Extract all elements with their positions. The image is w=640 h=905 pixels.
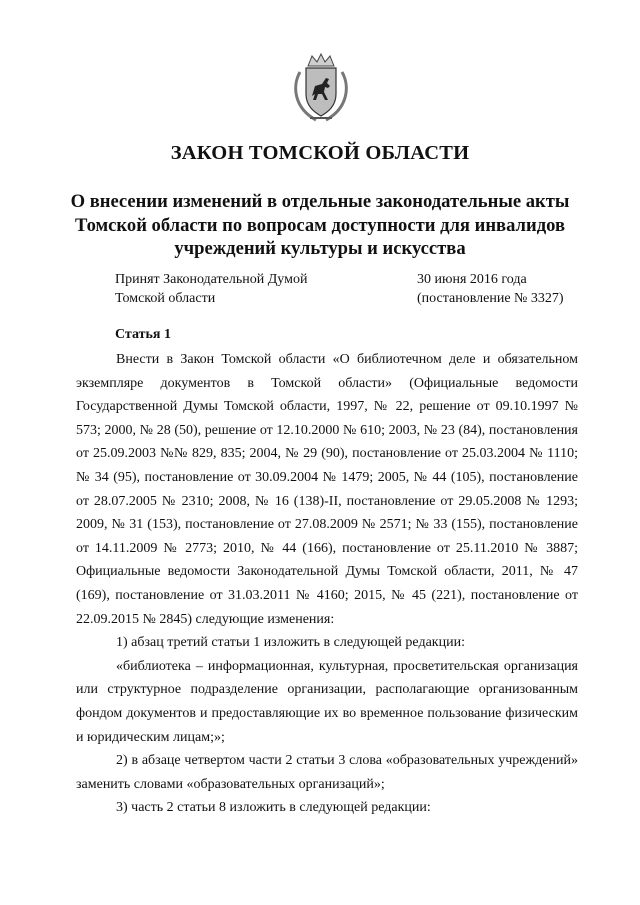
document-subtitle: О внесении изменений в отдельные законодательные акты Томской области по вопросам доступности для инвалидов учреждений культуры и искусства <box>70 191 570 259</box>
paragraph-item-3: 3) часть 2 статьи 8 изложить в следующей редакции: <box>116 800 431 816</box>
paragraph-quote: «библиотека – информационная, культурная, просветительская организация или структурное подразделение организации, располагающие организованным фондом документов и предоставляющие их во временное пользование физическим и юридическим лицам;»; <box>76 658 578 745</box>
paragraph-main: Внести в Закон Томской области «О библиотечном деле и обязательном экземпляре документов в Томской области» (Официальные ведомости Государственной Думы Томской области, 1997, № 22, решение от 09.10.1997 № 573; 2000, № 28 (50), решение от 12.10.2000 № 610; 2003, № 23 (84), постановления от 25.09.2003 №№ 829, 835; 2004, № 29 (90), постановление от 25.03.2004 № 1110; № 34 (95), постановление от 30.09.2004 № 1479; 2005, № 44 (105), постановление от 28.07.2005 № 2310; 2008, № 16 (138)-II, постановление от 29.05.2008 № 1293; 2009, № 31 (153), постановление от 27.08.2009 № 2571; № 33 (155), постановление от 14.11.2009 № 2773; 2010, № 44 (166), постановление от 25.11.2010 № 3887; Официальные ведомости Законодательной Думы Томской области, 2011, № 47 (169), постановление от 31.03.2011 № 4160; 2015, № 45 (221), постановление от 22.09.2015 № 2845) следующие изменения: <box>76 352 578 627</box>
coat-of-arms-emblem <box>290 52 352 124</box>
adopted-by-line1: Принят Законодательной Думой <box>115 272 308 287</box>
resolution-number: (постановление № 3327) <box>417 291 564 306</box>
document-title: ЗАКОН ТОМСКОЙ ОБЛАСТИ <box>170 142 470 164</box>
paragraph-item-2: 2) в абзаце четвертом части 2 статьи 3 слова «образовательных учреждений» заменить словами «образовательных организаций»; <box>76 753 578 792</box>
article-body <box>76 348 578 820</box>
adopted-by <box>115 270 307 308</box>
adopted-by-line2: Томской области <box>115 291 216 306</box>
adoption-info <box>417 270 564 308</box>
adoption-date: 30 июня 2016 года <box>417 272 527 287</box>
paragraph-item-1: 1) абзац третий статьи 1 изложить в следующей редакции: <box>116 635 465 651</box>
article-heading: Статья 1 <box>115 327 171 342</box>
